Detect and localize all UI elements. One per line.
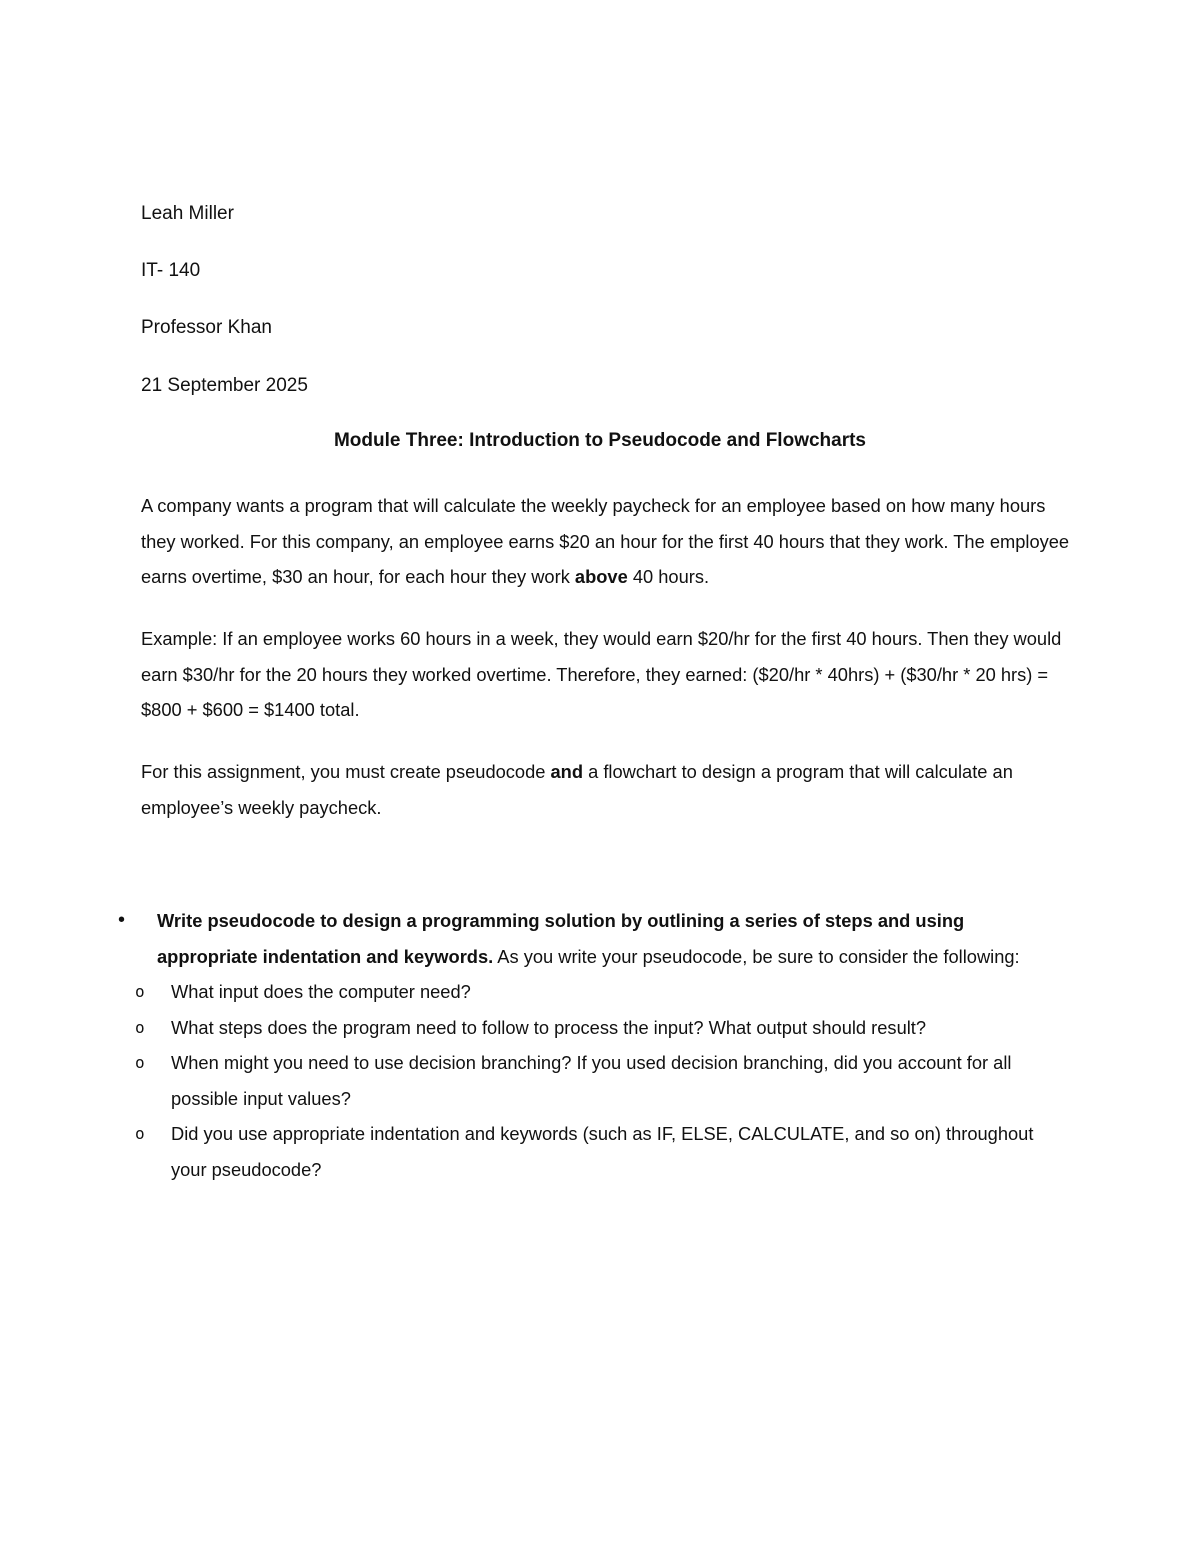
paragraph-intro-end: 40 hours.: [627, 566, 710, 587]
sub-bullet-marker: o: [135, 1124, 145, 1143]
sub-bullet-marker: o: [135, 1053, 145, 1072]
sub-bullet-marker: o: [135, 1017, 145, 1037]
consideration-text: What steps does the program need to follow to process the input? What output should result?: [171, 1016, 927, 1038]
bullet-marker: •: [118, 909, 126, 931]
consideration-item: [0, 1116, 1061, 1187]
paragraph-intro-bold: above: [574, 566, 628, 587]
paragraph-assignment-text: For this assignment, you must create pseudocode: [141, 761, 551, 782]
requirement-bold-text: Write pseudocode to design a programming solution by outlining a series of steps and using appropriate indentation and keywords.: [157, 910, 965, 967]
sub-list-container: [0, 974, 1200, 1187]
paragraph-assignment-end: a flowchart to design a program that will calculate an employee’s weekly paycheck.: [141, 761, 1013, 818]
student-name: Leah Miller: [141, 203, 234, 224]
consideration-text: What input does the computer need?: [171, 981, 471, 1002]
consideration-item: [0, 1045, 1061, 1116]
submission-date: 21 September 2025: [141, 375, 308, 396]
professor-name: Professor Khan: [141, 317, 272, 338]
requirement-item: [0, 903, 1057, 974]
paragraph-intro-text: A company wants a program that will calculate the weekly paycheck for an employee based on how many hours they worked. For this company, an employee earns $20 an hour for the first 40 hours that they work. The employee earns overtime, $30 an hour, for each hour they work: [141, 495, 1070, 587]
paragraph-example: Example: If an employee works 60 hours in a week, they would earn $20/hr for the first 40 hours. Then they would earn $30/hr for the 20 hours they worked overtime. Therefore, they earned: ($20/hr * 40hrs) + ($30/hr * 20 hrs) = $800 + $600 = $1400 total.: [141, 628, 1062, 720]
paragraph-intro: [141, 488, 1071, 595]
document-title: Module Three: Introduction to Pseudocode and Flowcharts: [333, 430, 867, 451]
consideration-item: [0, 1010, 1061, 1046]
paragraph-assignment: [141, 754, 1071, 825]
sub-bullet-marker: o: [135, 982, 145, 1001]
paragraph-assignment-bold: and: [550, 761, 584, 782]
requirement-text: As you write your pseudocode, be sure to consider the following:: [493, 945, 1020, 967]
considerations-list: [0, 974, 1200, 1187]
consideration-text: Did you use appropriate indentation and keywords (such as IF, ELSE, CALCULATE, and so on) throughout your pseudocode?: [171, 1123, 1034, 1180]
consideration-item: [0, 974, 1061, 1010]
consideration-text: When might you need to use decision branching? If you used decision branching, did you account for all possible input values?: [171, 1052, 1012, 1109]
requirements-list: [0, 903, 1200, 1187]
course-code: IT- 140: [141, 260, 201, 281]
